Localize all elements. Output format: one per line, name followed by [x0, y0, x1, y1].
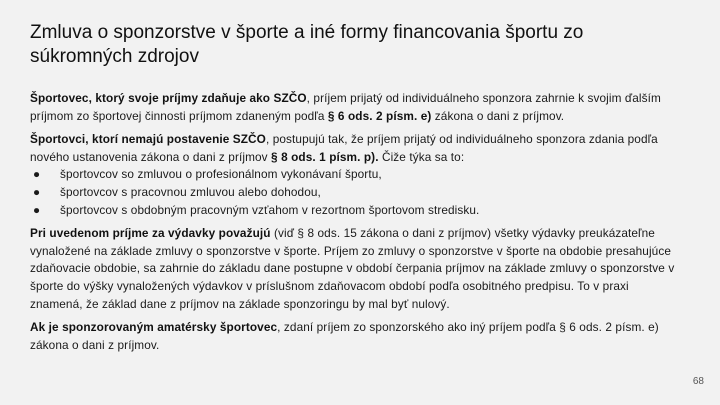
bullet-icon: ● [33, 167, 41, 182]
paragraph-non-szco-bold-ref: § 8 ods. 1 písm. p). [271, 149, 379, 164]
paragraph-szco [30, 90, 675, 125]
paragraph-amateur-text: , zdaní príjem zo sponzorského ako iný príjem podľa § 6 ods. 2 písm. e) zákona o dani z príjmov. [30, 320, 659, 352]
paragraph-non-szco-text: , postupujú tak, že príjem prijatý od individuálneho sponzora zdania podľa nového ustanovenia zákona o dani z príjmov [30, 132, 658, 164]
bullet-icon: ● [33, 202, 41, 217]
paragraph-expenses [30, 225, 675, 313]
page-number: 68 [692, 376, 704, 387]
paragraph-amateur [30, 319, 675, 354]
paragraph-szco-bold-lead: Športovec, ktorý svoje príjmy zdaňuje ako SZČO [30, 91, 307, 105]
paragraph-non-szco [30, 131, 675, 166]
list-item-text: športovcov s pracovnou zmluvou alebo dohodou, [60, 184, 321, 199]
paragraph-szco-bold-ref: § 6 ods. 2 písm. e) [327, 108, 432, 123]
list-item [30, 166, 675, 184]
paragraph-expenses-text: (viď § 8 ods. 15 zákona o dani z príjmov) všetky výdavky preukázateľne vynaložené na základe zmluvy o sponzorstve v športe. Príjem zo zmluvy o sponzorstve v športe na obdobie presahujúce zdaňovacie obdobie, sa zahrnie do základu dane postupne v období čerpania príjmov na základe zmluvy o sponzorstve v športe do výšky vynaložených výdavkov v príslušnom zdaňovacom období podľa osobitného predpisu. To v praxi znamená, že základ dane z príjmov na základe sponzoringu by mal byť nulový. [30, 226, 675, 311]
paragraph-amateur-bold-lead: Ak je sponzorovaným amatérsky športovec [30, 320, 278, 335]
list-item-text: športovcov s obdobným pracovným vzťahom v rezortnom športovom stredisku. [60, 202, 480, 217]
paragraph-non-szco-bold-lead: Športovci, ktorí nemajú postavenie SZČO [30, 132, 266, 147]
bullet-list [30, 166, 675, 219]
paragraph-szco-text: , príjem prijatý od individuálneho sponzora zahrnie k svojim ďalším príjmom zo športovej činnosti príjmom zdaneným podľa [30, 91, 661, 123]
slide-title: Zmluva o sponzorstve v športe a iné formy financovania športu zo súkromných zdrojov [30, 22, 584, 67]
paragraph-szco-text-end: zákona o dani z príjmov. [431, 108, 565, 123]
paragraph-expenses-bold-lead: Pri uvedenom príjme za výdavky považujú [30, 226, 271, 241]
bullet-icon: ● [33, 184, 41, 199]
paragraph-non-szco-text-end: Čiže týka sa to: [378, 149, 465, 164]
list-item [30, 184, 675, 202]
list-item [30, 202, 675, 220]
slide-content [30, 90, 675, 360]
list-item-text: športovcov so zmluvou o profesionálnom vykonávaní športu, [60, 167, 382, 182]
